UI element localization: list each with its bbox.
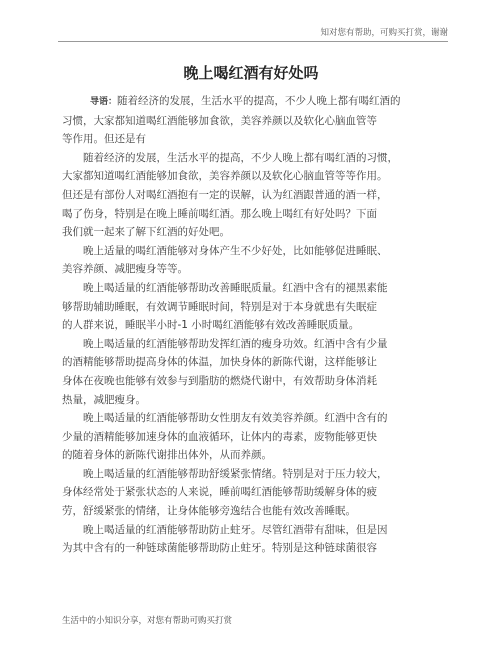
- body-line: 随着经济的发展，生活水平的提高，不少人晚上都有喝红酒的习惯，: [62, 151, 398, 164]
- body-line: 晚上喝适量的红酒能够帮助防止蛀牙。尽管红酒带有甜味，但是因: [62, 523, 388, 536]
- body-line: 热量，减肥瘦身。: [62, 393, 146, 406]
- body-line: 劳，舒缓紧张的情绪，让身体能够旁逸结合也能有效改善睡眠。: [62, 505, 356, 518]
- header-divider: [58, 41, 448, 42]
- body-line: 身体在夜晚也能够有效参与到脂肪的燃烧代谢中，有效帮助身体消耗: [62, 374, 377, 387]
- body-line: 晚上适量的喝红酒能够对身体产生不少好处，比如能够促进睡眠、: [62, 244, 388, 257]
- body-line: 晚上喝适量的红酒能够帮助改善睡眠质量。红酒中含有的褪黑素能: [62, 281, 388, 294]
- intro-label: 导语：: [90, 97, 118, 107]
- body-line: 的随着身体的新陈代谢排出体外，从而养颜。: [62, 449, 272, 462]
- document-body: [62, 92, 438, 558]
- document-title: 晚上喝红酒有好处吗: [183, 64, 319, 82]
- body-line: 身体经常处于紧张状态的人来说，睡前喝红酒能够帮助缓解身体的疲: [62, 486, 377, 499]
- body-line: 少量的酒精能够加速身体的血液循环，让体内的毒素，废物能够更快: [62, 430, 377, 443]
- body-line: 晚上喝适量的红酒能够帮助女性朋友有效美容养颜。红酒中含有的: [62, 412, 388, 425]
- body-line: 喝了伤身，特别是在晚上睡前喝红酒。那么晚上喝红有好处吗？下面: [62, 207, 377, 220]
- header-note: 知对您有帮助，可购买打赏，谢谢: [320, 28, 448, 38]
- body-line: 习惯，大家都知道喝红酒能够加食欲，美容养颜以及软化心脑血管等: [62, 114, 377, 127]
- body-line: [62, 92, 438, 112]
- body-line: 等作用。但还是有: [62, 133, 146, 146]
- body-line: 够帮助辅助睡眠，有效调节睡眠时间，特别是对于本身就患有失眠症: [62, 300, 377, 313]
- body-line: 但还是有部份人对喝红酒抱有一定的误解，认为红酒跟普通的酒一样，: [62, 188, 388, 201]
- body-line: 为其中含有的一种链球菌能够帮助防止蛀牙。特别是这种链球菌很容: [62, 542, 377, 555]
- body-line: 大家都知道喝红酒能够加食欲，美容养颜以及软化心脑血管等等作用。: [62, 170, 388, 183]
- intro-text: 随着经济的发展，生活水平的提高，不少人晚上都有喝红酒的: [117, 95, 401, 107]
- footer-note: 生活中的小知识分享，对您有帮助可购买打赏: [62, 616, 233, 626]
- body-line: 我们就一起来了解下红酒的好处吧。: [62, 226, 230, 239]
- body-line: 晚上喝适量的红酒能够帮助发挥红酒的瘦身功效。红酒中含有少量: [62, 337, 388, 350]
- body-line: 的酒精能够帮助提高身体的体温，加快身体的新陈代谢，这样能够让: [62, 356, 377, 369]
- body-line: 美容养颜、减肥瘦身等等。: [62, 263, 188, 276]
- body-line: 的人群来说，睡眠半小时-1 小时喝红酒能够有效改善睡眠质量。: [62, 319, 360, 332]
- body-line: 晚上喝适量的红酒能够帮助舒缓紧张情绪。特别是对于压力较大，: [62, 467, 388, 480]
